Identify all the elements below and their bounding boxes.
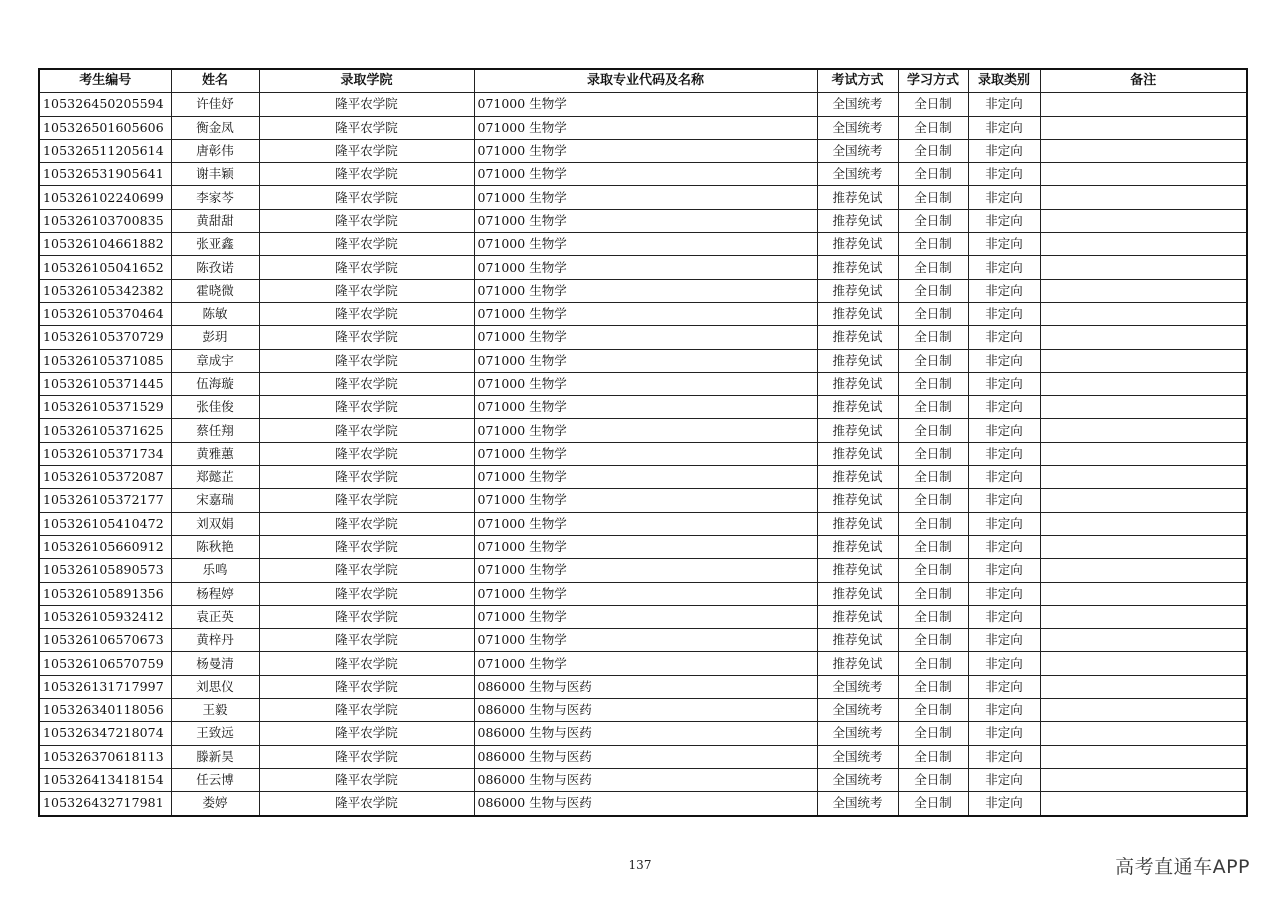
admission-category-cell: 非定向	[968, 419, 1040, 442]
admission-category-cell: 非定向	[968, 326, 1040, 349]
candidate-id-cell: 105326106570759	[39, 652, 171, 675]
table-row	[39, 372, 1247, 395]
admission-category-cell: 非定向	[968, 116, 1040, 139]
name-cell: 张佳俊	[171, 396, 259, 419]
study-mode-cell: 全日制	[898, 349, 968, 372]
table-row	[39, 792, 1247, 816]
remarks-cell	[1040, 279, 1247, 302]
exam-type-cell: 推荐免试	[817, 582, 898, 605]
table-row	[39, 209, 1247, 232]
name-cell: 许佳妤	[171, 93, 259, 116]
remarks-cell	[1040, 256, 1247, 279]
name-cell: 霍晓微	[171, 279, 259, 302]
study-mode-cell: 全日制	[898, 256, 968, 279]
table-row	[39, 279, 1247, 302]
major-cell: 071000 生物学	[474, 466, 817, 489]
candidate-id-cell: 105326105891356	[39, 582, 171, 605]
major-cell: 071000 生物学	[474, 652, 817, 675]
name-cell: 王毅	[171, 699, 259, 722]
remarks-cell	[1040, 326, 1247, 349]
header-row	[39, 69, 1247, 93]
study-mode-cell: 全日制	[898, 699, 968, 722]
exam-type-cell: 推荐免试	[817, 559, 898, 582]
remarks-cell	[1040, 559, 1247, 582]
header-remarks: 备注	[1040, 69, 1247, 93]
header-admission-category: 录取类别	[968, 69, 1040, 93]
admission-category-cell: 非定向	[968, 535, 1040, 558]
candidate-id-cell: 105326450205594	[39, 93, 171, 116]
remarks-cell	[1040, 139, 1247, 162]
table-row	[39, 326, 1247, 349]
name-cell: 彭玥	[171, 326, 259, 349]
admission-category-cell: 非定向	[968, 792, 1040, 816]
table-row	[39, 745, 1247, 768]
college-cell: 隆平农学院	[259, 605, 474, 628]
college-cell: 隆平农学院	[259, 116, 474, 139]
college-cell: 隆平农学院	[259, 139, 474, 162]
candidate-id-cell: 105326370618113	[39, 745, 171, 768]
admission-category-cell: 非定向	[968, 605, 1040, 628]
exam-type-cell: 推荐免试	[817, 396, 898, 419]
exam-type-cell: 推荐免试	[817, 512, 898, 535]
name-cell: 刘双娟	[171, 512, 259, 535]
exam-type-cell: 推荐免试	[817, 419, 898, 442]
name-cell: 滕新昊	[171, 745, 259, 768]
remarks-cell	[1040, 582, 1247, 605]
remarks-cell	[1040, 699, 1247, 722]
header-exam-type: 考试方式	[817, 69, 898, 93]
admission-category-cell: 非定向	[968, 559, 1040, 582]
major-cell: 071000 生物学	[474, 489, 817, 512]
major-cell: 086000 生物与医药	[474, 699, 817, 722]
college-cell: 隆平农学院	[259, 256, 474, 279]
college-cell: 隆平农学院	[259, 512, 474, 535]
candidate-id-cell: 105326105372087	[39, 466, 171, 489]
exam-type-cell: 全国统考	[817, 792, 898, 816]
college-cell: 隆平农学院	[259, 209, 474, 232]
admission-category-cell: 非定向	[968, 186, 1040, 209]
study-mode-cell: 全日制	[898, 722, 968, 745]
admission-category-cell: 非定向	[968, 442, 1040, 465]
college-cell: 隆平农学院	[259, 442, 474, 465]
candidate-id-cell: 105326105342382	[39, 279, 171, 302]
candidate-id-cell: 105326105371529	[39, 396, 171, 419]
admission-category-cell: 非定向	[968, 722, 1040, 745]
name-cell: 黄雅蕙	[171, 442, 259, 465]
exam-type-cell: 推荐免试	[817, 629, 898, 652]
table-row	[39, 163, 1247, 186]
college-cell: 隆平农学院	[259, 792, 474, 816]
remarks-cell	[1040, 233, 1247, 256]
table-row	[39, 116, 1247, 139]
study-mode-cell: 全日制	[898, 233, 968, 256]
name-cell: 黄梓丹	[171, 629, 259, 652]
college-cell: 隆平农学院	[259, 699, 474, 722]
remarks-cell	[1040, 722, 1247, 745]
major-cell: 071000 生物学	[474, 139, 817, 162]
remarks-cell	[1040, 652, 1247, 675]
exam-type-cell: 推荐免试	[817, 209, 898, 232]
major-cell: 071000 生物学	[474, 279, 817, 302]
study-mode-cell: 全日制	[898, 209, 968, 232]
exam-type-cell: 全国统考	[817, 768, 898, 791]
name-cell: 王致远	[171, 722, 259, 745]
college-cell: 隆平农学院	[259, 93, 474, 116]
name-cell: 李家芩	[171, 186, 259, 209]
exam-type-cell: 全国统考	[817, 116, 898, 139]
remarks-cell	[1040, 302, 1247, 325]
admission-category-cell: 非定向	[968, 396, 1040, 419]
admission-category-cell: 非定向	[968, 372, 1040, 395]
college-cell: 隆平农学院	[259, 372, 474, 395]
study-mode-cell: 全日制	[898, 512, 968, 535]
table-row	[39, 652, 1247, 675]
study-mode-cell: 全日制	[898, 466, 968, 489]
exam-type-cell: 推荐免试	[817, 233, 898, 256]
major-cell: 086000 生物与医药	[474, 675, 817, 698]
name-cell: 宋嘉瑞	[171, 489, 259, 512]
study-mode-cell: 全日制	[898, 652, 968, 675]
admission-category-cell: 非定向	[968, 93, 1040, 116]
candidate-id-cell: 105326105371445	[39, 372, 171, 395]
table-row	[39, 186, 1247, 209]
table-row	[39, 349, 1247, 372]
admission-table	[38, 68, 1248, 817]
college-cell: 隆平农学院	[259, 233, 474, 256]
remarks-cell	[1040, 466, 1247, 489]
study-mode-cell: 全日制	[898, 116, 968, 139]
major-cell: 086000 生物与医药	[474, 745, 817, 768]
admission-category-cell: 非定向	[968, 279, 1040, 302]
college-cell: 隆平农学院	[259, 489, 474, 512]
study-mode-cell: 全日制	[898, 93, 968, 116]
major-cell: 071000 生物学	[474, 629, 817, 652]
exam-type-cell: 推荐免试	[817, 349, 898, 372]
name-cell: 杨程婷	[171, 582, 259, 605]
admission-category-cell: 非定向	[968, 349, 1040, 372]
remarks-cell	[1040, 93, 1247, 116]
major-cell: 071000 生物学	[474, 582, 817, 605]
table-row	[39, 768, 1247, 791]
name-cell: 伍海璇	[171, 372, 259, 395]
remarks-cell	[1040, 675, 1247, 698]
name-cell: 娄婷	[171, 792, 259, 816]
candidate-id-cell: 105326432717981	[39, 792, 171, 816]
college-cell: 隆平农学院	[259, 466, 474, 489]
admission-category-cell: 非定向	[968, 209, 1040, 232]
study-mode-cell: 全日制	[898, 186, 968, 209]
candidate-id-cell: 105326347218074	[39, 722, 171, 745]
header-study-mode: 学习方式	[898, 69, 968, 93]
table-row	[39, 442, 1247, 465]
college-cell: 隆平农学院	[259, 326, 474, 349]
candidate-id-cell: 105326105890573	[39, 559, 171, 582]
header-college: 录取学院	[259, 69, 474, 93]
exam-type-cell: 全国统考	[817, 699, 898, 722]
major-cell: 071000 生物学	[474, 535, 817, 558]
remarks-cell	[1040, 186, 1247, 209]
exam-type-cell: 全国统考	[817, 722, 898, 745]
candidate-id-cell: 105326413418154	[39, 768, 171, 791]
remarks-cell	[1040, 535, 1247, 558]
table-body	[39, 93, 1247, 816]
exam-type-cell: 推荐免试	[817, 652, 898, 675]
study-mode-cell: 全日制	[898, 768, 968, 791]
study-mode-cell: 全日制	[898, 419, 968, 442]
exam-type-cell: 全国统考	[817, 745, 898, 768]
remarks-cell	[1040, 396, 1247, 419]
table-row	[39, 605, 1247, 628]
admission-category-cell: 非定向	[968, 745, 1040, 768]
major-cell: 071000 生物学	[474, 186, 817, 209]
remarks-cell	[1040, 768, 1247, 791]
study-mode-cell: 全日制	[898, 279, 968, 302]
college-cell: 隆平农学院	[259, 629, 474, 652]
major-cell: 071000 生物学	[474, 233, 817, 256]
major-cell: 086000 生物与医药	[474, 768, 817, 791]
table-row	[39, 722, 1247, 745]
major-cell: 071000 生物学	[474, 396, 817, 419]
study-mode-cell: 全日制	[898, 139, 968, 162]
college-cell: 隆平农学院	[259, 279, 474, 302]
major-cell: 071000 生物学	[474, 442, 817, 465]
admission-category-cell: 非定向	[968, 675, 1040, 698]
header-major: 录取专业代码及名称	[474, 69, 817, 93]
table-row	[39, 582, 1247, 605]
name-cell: 陈孜诺	[171, 256, 259, 279]
remarks-cell	[1040, 489, 1247, 512]
college-cell: 隆平农学院	[259, 722, 474, 745]
study-mode-cell: 全日制	[898, 745, 968, 768]
name-cell: 任云博	[171, 768, 259, 791]
table-row	[39, 256, 1247, 279]
table-row	[39, 512, 1247, 535]
candidate-id-cell: 105326501605606	[39, 116, 171, 139]
table-row	[39, 489, 1247, 512]
study-mode-cell: 全日制	[898, 163, 968, 186]
college-cell: 隆平农学院	[259, 419, 474, 442]
table-row	[39, 139, 1247, 162]
major-cell: 086000 生物与医药	[474, 792, 817, 816]
exam-type-cell: 推荐免试	[817, 326, 898, 349]
candidate-id-cell: 105326105932412	[39, 605, 171, 628]
candidate-id-cell: 105326340118056	[39, 699, 171, 722]
candidate-id-cell: 105326106570673	[39, 629, 171, 652]
study-mode-cell: 全日制	[898, 489, 968, 512]
college-cell: 隆平农学院	[259, 559, 474, 582]
watermark: 高考直通车APP	[1115, 856, 1250, 878]
remarks-cell	[1040, 605, 1247, 628]
name-cell: 黄甜甜	[171, 209, 259, 232]
college-cell: 隆平农学院	[259, 163, 474, 186]
admission-category-cell: 非定向	[968, 163, 1040, 186]
admission-category-cell: 非定向	[968, 629, 1040, 652]
major-cell: 071000 生物学	[474, 93, 817, 116]
exam-type-cell: 全国统考	[817, 163, 898, 186]
college-cell: 隆平农学院	[259, 768, 474, 791]
admission-category-cell: 非定向	[968, 302, 1040, 325]
remarks-cell	[1040, 349, 1247, 372]
major-cell: 071000 生物学	[474, 605, 817, 628]
major-cell: 071000 生物学	[474, 256, 817, 279]
college-cell: 隆平农学院	[259, 582, 474, 605]
study-mode-cell: 全日制	[898, 629, 968, 652]
name-cell: 杨曼清	[171, 652, 259, 675]
admission-category-cell: 非定向	[968, 768, 1040, 791]
exam-type-cell: 推荐免试	[817, 256, 898, 279]
major-cell: 071000 生物学	[474, 559, 817, 582]
table-row	[39, 629, 1247, 652]
page-number: 137	[628, 858, 652, 872]
college-cell: 隆平农学院	[259, 745, 474, 768]
table-row	[39, 535, 1247, 558]
table-row	[39, 419, 1247, 442]
candidate-id-cell: 105326105372177	[39, 489, 171, 512]
major-cell: 071000 生物学	[474, 349, 817, 372]
exam-type-cell: 推荐免试	[817, 535, 898, 558]
admission-category-cell: 非定向	[968, 699, 1040, 722]
candidate-id-cell: 105326131717997	[39, 675, 171, 698]
major-cell: 071000 生物学	[474, 372, 817, 395]
name-cell: 谢丰颖	[171, 163, 259, 186]
study-mode-cell: 全日制	[898, 396, 968, 419]
table-row	[39, 233, 1247, 256]
exam-type-cell: 全国统考	[817, 93, 898, 116]
table-row	[39, 559, 1247, 582]
table-header	[39, 69, 1247, 93]
remarks-cell	[1040, 792, 1247, 816]
exam-type-cell: 推荐免试	[817, 489, 898, 512]
college-cell: 隆平农学院	[259, 652, 474, 675]
admission-list-sheet	[38, 68, 1246, 817]
remarks-cell	[1040, 163, 1247, 186]
candidate-id-cell: 105326531905641	[39, 163, 171, 186]
exam-type-cell: 推荐免试	[817, 302, 898, 325]
college-cell: 隆平农学院	[259, 302, 474, 325]
admission-category-cell: 非定向	[968, 139, 1040, 162]
major-cell: 071000 生物学	[474, 209, 817, 232]
candidate-id-cell: 105326105371734	[39, 442, 171, 465]
name-cell: 衡金凤	[171, 116, 259, 139]
table-row	[39, 302, 1247, 325]
table-row	[39, 699, 1247, 722]
college-cell: 隆平农学院	[259, 675, 474, 698]
table-row	[39, 93, 1247, 116]
exam-type-cell: 推荐免试	[817, 605, 898, 628]
remarks-cell	[1040, 209, 1247, 232]
college-cell: 隆平农学院	[259, 349, 474, 372]
table-row	[39, 466, 1247, 489]
study-mode-cell: 全日制	[898, 675, 968, 698]
admission-category-cell: 非定向	[968, 512, 1040, 535]
exam-type-cell: 全国统考	[817, 675, 898, 698]
major-cell: 086000 生物与医药	[474, 722, 817, 745]
college-cell: 隆平农学院	[259, 535, 474, 558]
remarks-cell	[1040, 372, 1247, 395]
study-mode-cell: 全日制	[898, 582, 968, 605]
admission-category-cell: 非定向	[968, 582, 1040, 605]
header-name: 姓名	[171, 69, 259, 93]
admission-category-cell: 非定向	[968, 466, 1040, 489]
name-cell: 蔡任翔	[171, 419, 259, 442]
major-cell: 071000 生物学	[474, 419, 817, 442]
name-cell: 刘思仪	[171, 675, 259, 698]
study-mode-cell: 全日制	[898, 372, 968, 395]
major-cell: 071000 生物学	[474, 302, 817, 325]
remarks-cell	[1040, 419, 1247, 442]
candidate-id-cell: 105326105371625	[39, 419, 171, 442]
study-mode-cell: 全日制	[898, 792, 968, 816]
college-cell: 隆平农学院	[259, 396, 474, 419]
exam-type-cell: 推荐免试	[817, 466, 898, 489]
candidate-id-cell: 105326102240699	[39, 186, 171, 209]
admission-category-cell: 非定向	[968, 652, 1040, 675]
remarks-cell	[1040, 442, 1247, 465]
exam-type-cell: 推荐免试	[817, 372, 898, 395]
remarks-cell	[1040, 629, 1247, 652]
name-cell: 陈敏	[171, 302, 259, 325]
name-cell: 乐鸣	[171, 559, 259, 582]
major-cell: 071000 生物学	[474, 326, 817, 349]
study-mode-cell: 全日制	[898, 535, 968, 558]
major-cell: 071000 生物学	[474, 512, 817, 535]
candidate-id-cell: 105326511205614	[39, 139, 171, 162]
study-mode-cell: 全日制	[898, 559, 968, 582]
major-cell: 071000 生物学	[474, 163, 817, 186]
name-cell: 陈秋艳	[171, 535, 259, 558]
remarks-cell	[1040, 745, 1247, 768]
admission-category-cell: 非定向	[968, 233, 1040, 256]
candidate-id-cell: 105326105370729	[39, 326, 171, 349]
name-cell: 唐彰伟	[171, 139, 259, 162]
admission-category-cell: 非定向	[968, 489, 1040, 512]
major-cell: 071000 生物学	[474, 116, 817, 139]
candidate-id-cell: 105326103700835	[39, 209, 171, 232]
candidate-id-cell: 105326105660912	[39, 535, 171, 558]
table-row	[39, 675, 1247, 698]
table-row	[39, 396, 1247, 419]
name-cell: 张亚鑫	[171, 233, 259, 256]
remarks-cell	[1040, 116, 1247, 139]
college-cell: 隆平农学院	[259, 186, 474, 209]
candidate-id-cell: 105326105371085	[39, 349, 171, 372]
exam-type-cell: 推荐免试	[817, 279, 898, 302]
name-cell: 袁正英	[171, 605, 259, 628]
candidate-id-cell: 105326104661882	[39, 233, 171, 256]
study-mode-cell: 全日制	[898, 605, 968, 628]
study-mode-cell: 全日制	[898, 442, 968, 465]
exam-type-cell: 推荐免试	[817, 186, 898, 209]
name-cell: 章成宇	[171, 349, 259, 372]
exam-type-cell: 推荐免试	[817, 442, 898, 465]
candidate-id-cell: 105326105410472	[39, 512, 171, 535]
remarks-cell	[1040, 512, 1247, 535]
name-cell: 郑懿芷	[171, 466, 259, 489]
candidate-id-cell: 105326105370464	[39, 302, 171, 325]
exam-type-cell: 全国统考	[817, 139, 898, 162]
study-mode-cell: 全日制	[898, 326, 968, 349]
admission-category-cell: 非定向	[968, 256, 1040, 279]
study-mode-cell: 全日制	[898, 302, 968, 325]
candidate-id-cell: 105326105041652	[39, 256, 171, 279]
header-candidate-id: 考生编号	[39, 69, 171, 93]
